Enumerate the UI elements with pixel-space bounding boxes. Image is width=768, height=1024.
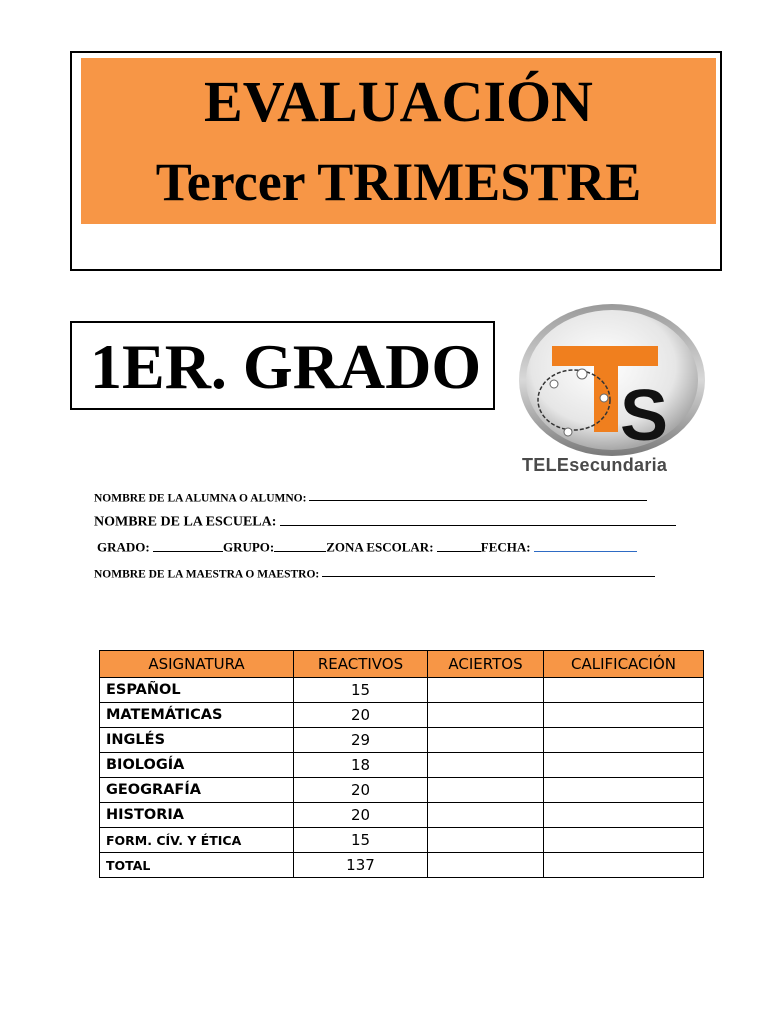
subject-cell: MATEMÁTICAS (100, 703, 294, 728)
student-name-blank[interactable] (309, 490, 647, 501)
subject-cell: ESPAÑOL (100, 678, 294, 703)
hits-cell[interactable] (428, 803, 544, 828)
items-cell: 29 (294, 728, 428, 753)
table-row-total (100, 853, 704, 878)
items-cell: 20 (294, 803, 428, 828)
zone-field-label: ZONA ESCOLAR: (326, 539, 434, 555)
zone-field-blank[interactable] (437, 539, 481, 552)
items-cell: 18 (294, 753, 428, 778)
hits-cell[interactable] (428, 703, 544, 728)
grade-group-row (97, 539, 637, 556)
grades-table (99, 650, 704, 878)
header-asignatura: ASIGNATURA (100, 651, 294, 678)
items-cell: 15 (294, 678, 428, 703)
subject-cell: TOTAL (100, 853, 294, 878)
school-name-label: NOMBRE DE LA ESCUELA: (94, 514, 277, 530)
group-field-blank[interactable] (274, 539, 326, 552)
logo-caption: TELEsecundaria (522, 455, 668, 475)
table-row (100, 678, 704, 703)
hits-cell[interactable] (428, 728, 544, 753)
grade-cell[interactable] (544, 728, 704, 753)
table-row (100, 753, 704, 778)
table-row (100, 728, 704, 753)
date-field-blank[interactable] (534, 539, 637, 552)
hits-cell[interactable] (428, 753, 544, 778)
grade-label: 1ER. GRADO (90, 331, 482, 402)
grade-field-blank[interactable] (153, 539, 223, 552)
teacher-name-blank[interactable] (322, 566, 655, 577)
student-name-label: NOMBRE DE LA ALUMNA O ALUMNO: (94, 492, 307, 505)
header-aciertos: ACIERTOS (428, 651, 544, 678)
school-name-field[interactable] (94, 512, 676, 531)
header-reactivos: REACTIVOS (294, 651, 428, 678)
subject-cell: FORM. CÍV. Y ÉTICA (100, 828, 294, 853)
subject-cell: INGLÉS (100, 728, 294, 753)
hits-cell[interactable] (428, 778, 544, 803)
items-cell: 15 (294, 828, 428, 853)
grade-cell[interactable] (544, 803, 704, 828)
grade-cell[interactable] (544, 778, 704, 803)
subject-cell: BIOLOGÍA (100, 753, 294, 778)
date-field-label: FECHA: (480, 539, 531, 555)
grade-cell[interactable] (544, 753, 704, 778)
header-calificacion: CALIFICACIÓN (544, 651, 704, 678)
grade-cell[interactable] (544, 678, 704, 703)
items-cell: 20 (294, 703, 428, 728)
school-name-blank[interactable] (280, 512, 676, 526)
subject-cell: GEOGRAFÍA (100, 778, 294, 803)
hits-cell[interactable] (428, 678, 544, 703)
telesecundaria-logo (508, 300, 716, 480)
teacher-name-field[interactable] (94, 566, 655, 580)
hits-cell[interactable] (428, 853, 544, 878)
items-cell: 20 (294, 778, 428, 803)
grade-cell[interactable] (544, 828, 704, 853)
title-evaluacion: EVALUACIÓN (204, 69, 593, 134)
grade-cell[interactable] (544, 703, 704, 728)
grade-field-label: GRADO: (97, 539, 150, 555)
table-row (100, 703, 704, 728)
teacher-name-label: NOMBRE DE LA MAESTRA O MAESTRO: (94, 568, 320, 581)
items-cell: 137 (294, 853, 428, 878)
grade-box (70, 321, 495, 410)
title-box (70, 51, 722, 271)
group-field-label: GRUPO: (222, 539, 275, 555)
table-row (100, 778, 704, 803)
title-band (81, 58, 716, 224)
student-name-field[interactable] (94, 490, 647, 504)
grades-header-row (100, 651, 704, 678)
svg-text:S: S (620, 376, 669, 456)
subject-cell: HISTORIA (100, 803, 294, 828)
table-row (100, 803, 704, 828)
hits-cell[interactable] (428, 828, 544, 853)
table-row (100, 828, 704, 853)
grade-cell[interactable] (544, 853, 704, 878)
title-trimestre: Tercer TRIMESTRE (155, 152, 642, 212)
